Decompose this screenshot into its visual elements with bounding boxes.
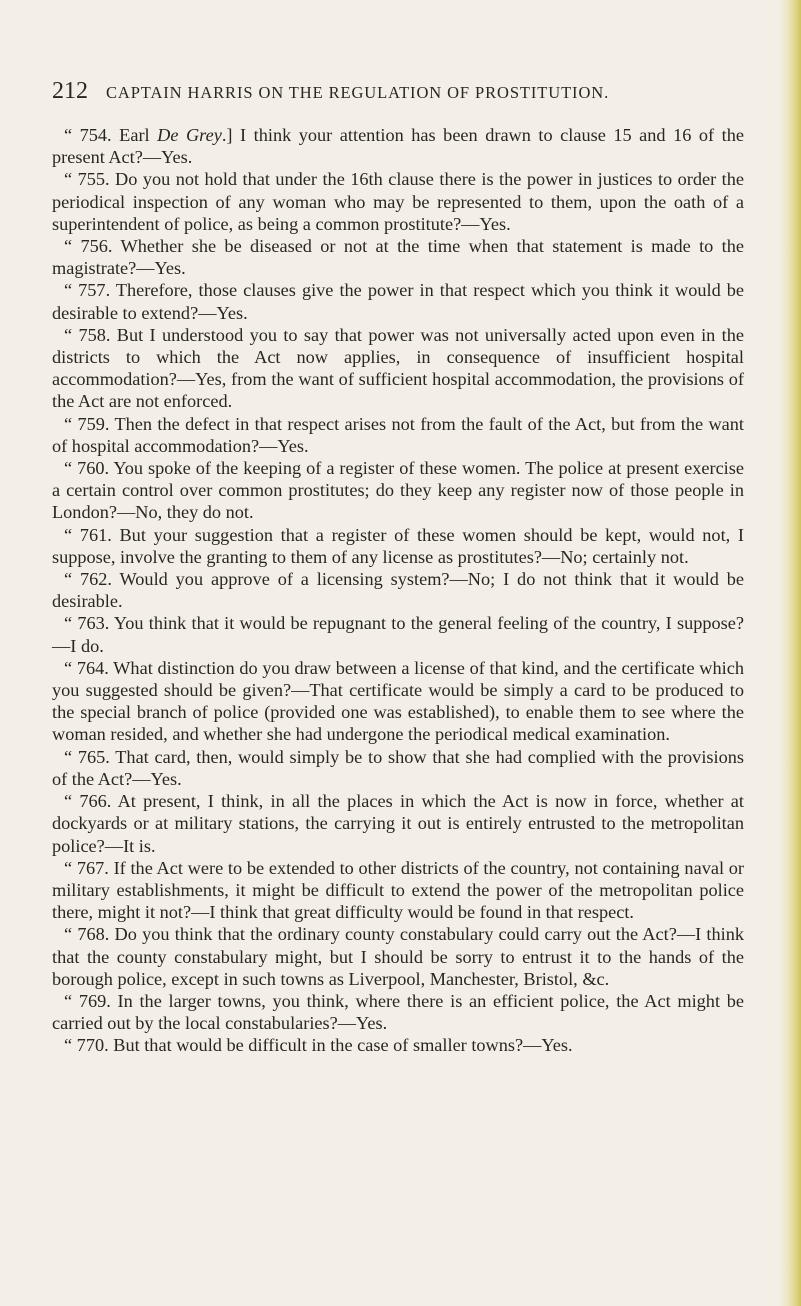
paragraph: “ 763. You think that it would be repugnant to the general feeling of the country, I suppose?—I do. xyxy=(52,613,744,656)
paragraph: “ 766. At present, I think, in all the places in which the Act is now in force, whether at dockyards or at military stations, the carrying it out is entirely entrusted to the metropolitan police?—It is. xyxy=(52,791,744,856)
paragraph: “ 759. Then the defect in that respect arises not from the fault of the Act, but from the want of hospital accommodation?—Yes. xyxy=(52,413,744,456)
paragraph: “ 767. If the Act were to be extended to other districts of the country, not containing naval or military establishments, it might be difficult to extend the power of the metropolitan police there, might it not?—I think that great difficulty would be found in that respect. xyxy=(52,857,744,923)
paragraph: “ 755. Do you not hold that under the 16th clause there is the power in justices to order the periodical inspection of any woman who may be represented to them, upon the oath of a superintendent of police, as being a common prostitute?—Yes. xyxy=(52,169,744,234)
paragraph: “ 770. But that would be difficult in the case of smaller towns?—Yes. xyxy=(64,1035,573,1056)
paragraph: “ 754. Earl De Grey.] I think your attention has been drawn to clause 15 and 16 of the present Act?—Yes. xyxy=(52,125,744,168)
page-number: 212 xyxy=(52,78,88,104)
paragraph: “ 756. Whether she be diseased or not at the time when that statement is made to the magistrate?—Yes. xyxy=(52,236,744,279)
paragraph: “ 765. That card, then, would simply be to show that she had complied with the provisions of the Act?—Yes. xyxy=(52,746,744,789)
paragraph: “ 761. But your suggestion that a register of these women should be kept, would not, I suppose, involve the granting to them of any license as prostitutes?—No; certainly not. xyxy=(52,524,744,567)
paragraph: “ 764. What distinction do you draw between a license of that kind, and the certificate which you suggested should be given?—That certificate would be simply a card to be produced to the special branch of police (provided one was established), to enable them to see where the woman resided, and whether she had undergone the periodical medical examination. xyxy=(52,657,744,745)
paragraph: “ 758. But I understood you to say that power was not universally acted upon even in the districts to which the Act now applies, in consequence of insufficient hospital accommodation?—Yes, from the want of sufficient hospital accommodation, the provisions of the Act are not enforced. xyxy=(52,324,744,412)
body-text xyxy=(52,124,744,1057)
paragraph: “ 757. Therefore, those clauses give the power in that respect which you think it would be desirable to extend?—Yes. xyxy=(52,280,744,323)
paragraph: “ 760. You spoke of the keeping of a register of these women. The police at present exercise a certain control over common prostitutes; do they keep any register now of those people in London?—No, they do not. xyxy=(52,458,744,523)
paragraph: “ 769. In the larger towns, you think, where there is an efficient police, the Act might be carried out by the local constabularies?—Yes. xyxy=(52,990,744,1034)
running-title: CAPTAIN HARRIS ON THE REGULATION OF PROSTITUTION. xyxy=(106,83,610,102)
page-edge xyxy=(779,0,801,1306)
page-header xyxy=(52,78,742,108)
paragraph: “ 762. Would you approve of a licensing system?—No; I do not think that it would be desirable. xyxy=(52,569,744,612)
paragraph: “ 768. Do you think that the ordinary county constabulary could carry out the Act?—I think that the county constabulary might, but I should be sorry to entrust it to the hands of the borough police, except in such towns as Liverpool, Manchester, Bristol, &c. xyxy=(52,924,744,989)
